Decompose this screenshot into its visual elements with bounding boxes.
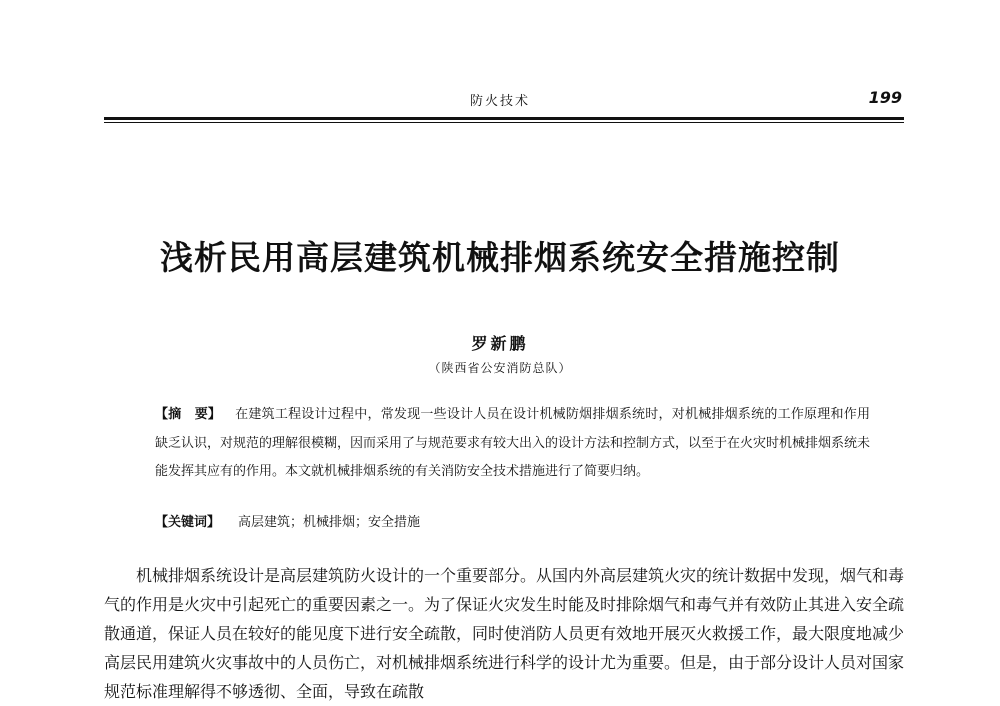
keywords-text: 高层建筑；机械排烟；安全措施 (238, 515, 421, 530)
header-rule-thick (104, 117, 904, 120)
abstract (155, 401, 870, 487)
header-rule-thin (104, 122, 904, 123)
abstract-label: 【摘 要】 (155, 407, 222, 422)
article-title: 浅析民用高层建筑机械排烟系统安全措施控制 (160, 238, 840, 277)
keywords-label: 【关键词】 (155, 515, 221, 530)
running-head (0, 88, 1000, 112)
keywords (155, 509, 870, 537)
body-paragraph: 机械排烟系统设计是高层建筑防火设计的一个重要部分。从国内外高层建筑火灾的统计数据中发现，烟气和毒气的作用是火灾中引起死亡的重要因素之一。为了保证火灾发生时能及时排除烟气和毒气并有效防止其进入安全疏散通道，保证人员在较好的能见度下进行安全疏散，同时使消防人员更有效地开展灭火救援工作，最大限度地减少高层民用建筑火灾事故中的人员伤亡，对机械排烟系统进行科学的设计尤为重要。但是，由于部分设计人员对国家规范标准理解得不够透彻、全面，导致在疏散 (104, 566, 905, 701)
author-affiliation: （陕西省公安消防总队） (428, 361, 572, 375)
abstract-text: 在建筑工程设计过程中，常发现一些设计人员在设计机械防烟排烟系统时，对机械排烟系统的工作原理和作用缺乏认识，对规范的理解很模糊，因而采用了与规范要求有较大出入的设计方法和控制方式，以至于在火灾时机械排烟系统未能发挥其应有的作用。本文就机械排烟系统的有关消防安全技术措施进行了简要归纳。 (155, 407, 871, 480)
author-name: 罗新鹏 (471, 334, 529, 353)
journal-section-title: 防火技术 (469, 94, 530, 109)
page-number: 199 (868, 88, 902, 107)
